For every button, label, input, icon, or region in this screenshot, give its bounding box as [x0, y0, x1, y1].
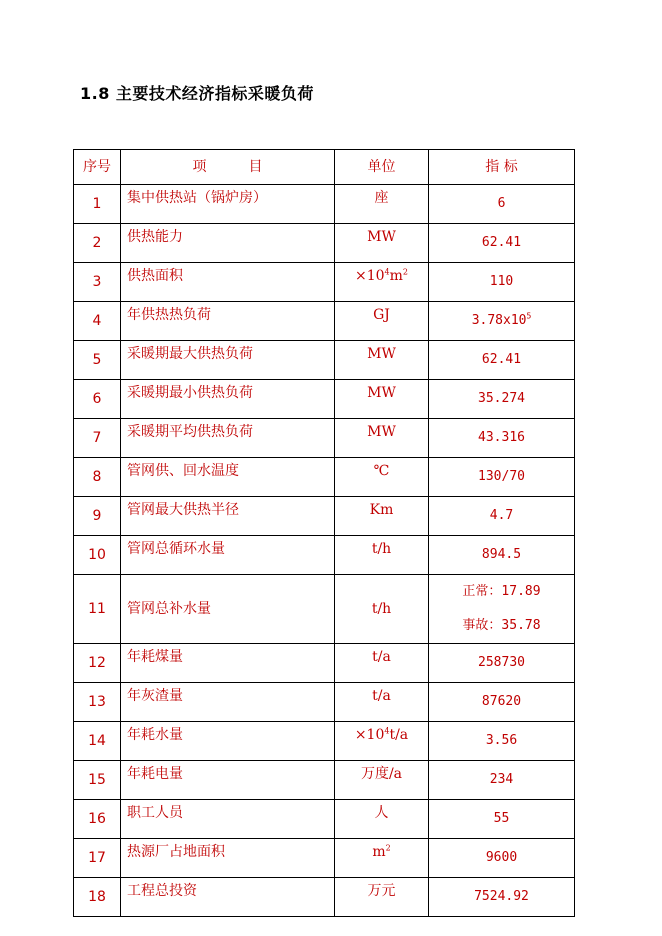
value-accident: 事故：35.78: [462, 618, 541, 633]
row-unit: t/a: [335, 683, 429, 722]
row-item: 管网供、回水温度: [121, 458, 335, 497]
row-unit: [335, 263, 429, 302]
row-item: 年耗电量: [121, 761, 335, 800]
table-row: [74, 458, 575, 497]
row-item: 工程总投资: [121, 878, 335, 917]
row-unit: MW: [335, 341, 429, 380]
table-row: [74, 644, 575, 683]
row-value: 43.316: [429, 419, 575, 458]
table-row: [74, 341, 575, 380]
row-value: [429, 575, 575, 644]
row-value: 4.7: [429, 497, 575, 536]
row-number: 6: [74, 380, 121, 419]
row-number: 10: [74, 536, 121, 575]
row-value: 62.41: [429, 341, 575, 380]
row-number: 13: [74, 683, 121, 722]
row-item: 管网总循环水量: [121, 536, 335, 575]
row-number: 9: [74, 497, 121, 536]
row-number: 8: [74, 458, 121, 497]
row-item: 职工人员: [121, 800, 335, 839]
row-value: 6: [429, 185, 575, 224]
table-row: [74, 839, 575, 878]
unit-exponent: 4: [384, 726, 390, 736]
table-row: [74, 761, 575, 800]
row-unit: 人: [335, 800, 429, 839]
row-item: 管网总补水量: [121, 575, 335, 644]
row-value: 130/70: [429, 458, 575, 497]
unit-exponent: 2: [385, 843, 391, 853]
table-header-row: [74, 150, 575, 185]
row-number: 1: [74, 185, 121, 224]
row-item: 热源厂占地面积: [121, 839, 335, 878]
unit-exponent: 4: [384, 267, 390, 277]
row-number: 14: [74, 722, 121, 761]
row-value: 35.274: [429, 380, 575, 419]
table-row: [74, 878, 575, 917]
row-item: 采暖期最小供热负荷: [121, 380, 335, 419]
row-value: 3.56: [429, 722, 575, 761]
row-unit: t/h: [335, 575, 429, 644]
row-item: 年供热热负荷: [121, 302, 335, 341]
row-value: 62.41: [429, 224, 575, 263]
row-unit: GJ: [335, 302, 429, 341]
table-row: [74, 302, 575, 341]
row-item: 供热能力: [121, 224, 335, 263]
row-number: 5: [74, 341, 121, 380]
section-heading: 1.8 主要技术经济指标采暖负荷: [80, 84, 314, 103]
row-number: 2: [74, 224, 121, 263]
row-unit: t/a: [335, 644, 429, 683]
value-normal: 正常：17.89: [462, 584, 541, 599]
table-row: [74, 380, 575, 419]
value-base: 3.78x10: [471, 313, 527, 328]
table-row: [74, 185, 575, 224]
table-row: [74, 536, 575, 575]
row-item: 供热面积: [121, 263, 335, 302]
table-row: [74, 800, 575, 839]
unit-rest: t/a: [389, 727, 409, 743]
row-value: [429, 302, 575, 341]
row-unit: [335, 722, 429, 761]
table-row: [74, 419, 575, 458]
row-value: 258730: [429, 644, 575, 683]
table-row: [74, 575, 575, 644]
unit-base: m: [372, 844, 386, 860]
row-unit: t/h: [335, 536, 429, 575]
header-unit: 单位: [335, 150, 429, 185]
row-unit: [335, 839, 429, 878]
row-number: 7: [74, 419, 121, 458]
row-number: 16: [74, 800, 121, 839]
row-unit: 万元: [335, 878, 429, 917]
table-row: [74, 683, 575, 722]
row-value: 9600: [429, 839, 575, 878]
row-number: 18: [74, 878, 121, 917]
row-value: 55: [429, 800, 575, 839]
row-number: 11: [74, 575, 121, 644]
row-item: 年耗煤量: [121, 644, 335, 683]
header-no: 序号: [74, 150, 121, 185]
header-value: 指 标: [429, 150, 575, 185]
row-unit: MW: [335, 380, 429, 419]
table-row: [74, 722, 575, 761]
row-number: 17: [74, 839, 121, 878]
row-item: 集中供热站（锅炉房）: [121, 185, 335, 224]
row-number: 15: [74, 761, 121, 800]
row-item: 管网最大供热半径: [121, 497, 335, 536]
row-value: 7524.92: [429, 878, 575, 917]
row-item: 年灰渣量: [121, 683, 335, 722]
indicator-table: [73, 149, 575, 917]
header-item: 项 目: [121, 150, 335, 185]
unit-base: ×10: [354, 727, 385, 743]
table-row: [74, 497, 575, 536]
row-value: 87620: [429, 683, 575, 722]
unit-base: ×10: [354, 268, 385, 284]
row-item: 采暖期平均供热负荷: [121, 419, 335, 458]
unit-rest: m: [389, 268, 403, 284]
unit-exponent-2: 2: [402, 267, 408, 277]
value-exponent: 5: [526, 311, 532, 321]
row-unit: Km: [335, 497, 429, 536]
row-item: 年耗水量: [121, 722, 335, 761]
row-unit: 万度/a: [335, 761, 429, 800]
row-value: 894.5: [429, 536, 575, 575]
table-row: [74, 263, 575, 302]
row-item: 采暖期最大供热负荷: [121, 341, 335, 380]
table-row: [74, 224, 575, 263]
row-unit: ℃: [335, 458, 429, 497]
row-number: 12: [74, 644, 121, 683]
row-number: 3: [74, 263, 121, 302]
row-unit: MW: [335, 419, 429, 458]
row-unit: MW: [335, 224, 429, 263]
row-unit: 座: [335, 185, 429, 224]
row-number: 4: [74, 302, 121, 341]
row-value: 234: [429, 761, 575, 800]
row-value: 110: [429, 263, 575, 302]
